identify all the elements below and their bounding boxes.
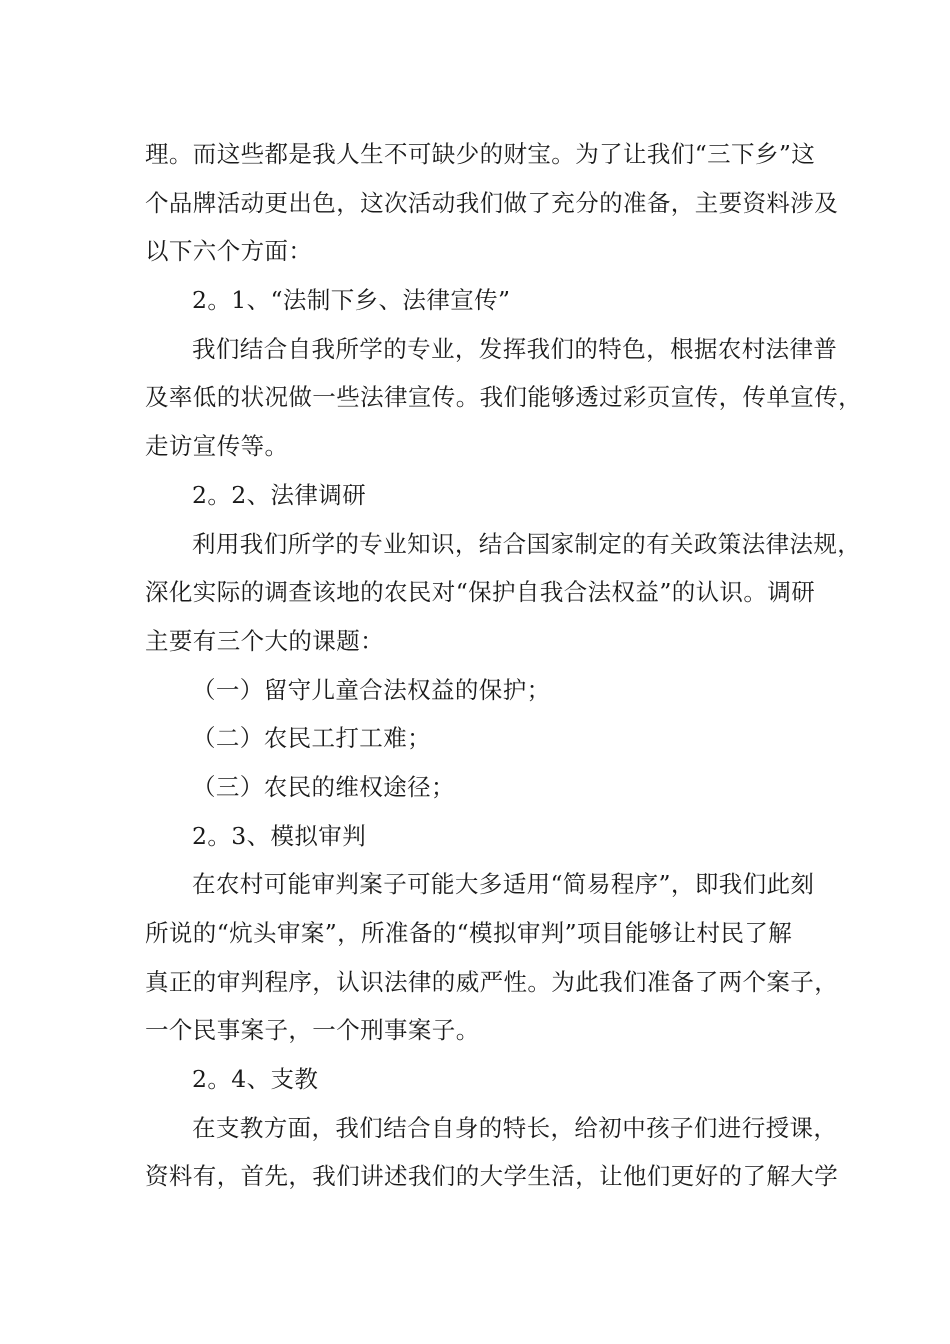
list-item: （三）农民的维权途径； (192, 772, 455, 801)
section-heading-2-4: 2。4、支教 (192, 1065, 319, 1094)
text-line: 利用我们所学的专业知识，结合国家制定的有关政策法律法规， (192, 529, 862, 558)
text-line: 主要有三个大的课题： (145, 626, 384, 655)
text-line: 在支教方面，我们结合自身的特长，给初中孩子们进行授课， (192, 1113, 838, 1142)
section-heading-2-1: 2。1、“法制下乡、法律宣传” (192, 286, 511, 315)
text-line: 所说的“炕头审案”，所准备的“模拟审判”项目能够让村民了解 (145, 919, 793, 947)
section-heading-2-3: 2。3、模拟审判 (192, 821, 367, 850)
text-line: 资料有，首先，我们讲述我们的大学生活，让他们更好的了解大学 (145, 1162, 839, 1191)
text-line: 理。而这些都是我人生不可缺少的财宝。为了让我们“三下乡”这 (145, 140, 816, 168)
list-item: （二）农民工打工难； (192, 724, 431, 753)
text-line: 以下六个方面： (145, 237, 313, 266)
list-item: （一）留守儿童合法权益的保护； (192, 675, 551, 704)
text-line: 真正的审判程序，认识法律的威严性。为此我们准备了两个案子， (145, 967, 839, 996)
text-line: 我们结合自我所学的专业，发挥我们的特色，根据农村法律普 (192, 334, 838, 363)
text-line: 个品牌活动更出色，这次活动我们做了充分的准备，主要资料涉及 (145, 188, 839, 217)
text-line: 一个民事案子，一个刑事案子。 (145, 1016, 480, 1045)
text-line: 深化实际的调查该地的农民对“保护自我合法权益”的认识。调研 (145, 578, 816, 607)
text-line: 在农村可能审判案子可能大多适用“简易程序”，即我们此刻 (192, 870, 815, 899)
text-line: 及率低的状况做一些法律宣传。我们能够透过彩页宣传，传单宣传， (145, 383, 862, 412)
section-heading-2-2: 2。2、法律调研 (192, 480, 367, 509)
body-text (145, 130, 862, 1201)
text-line: 走访宣传等。 (145, 432, 289, 461)
